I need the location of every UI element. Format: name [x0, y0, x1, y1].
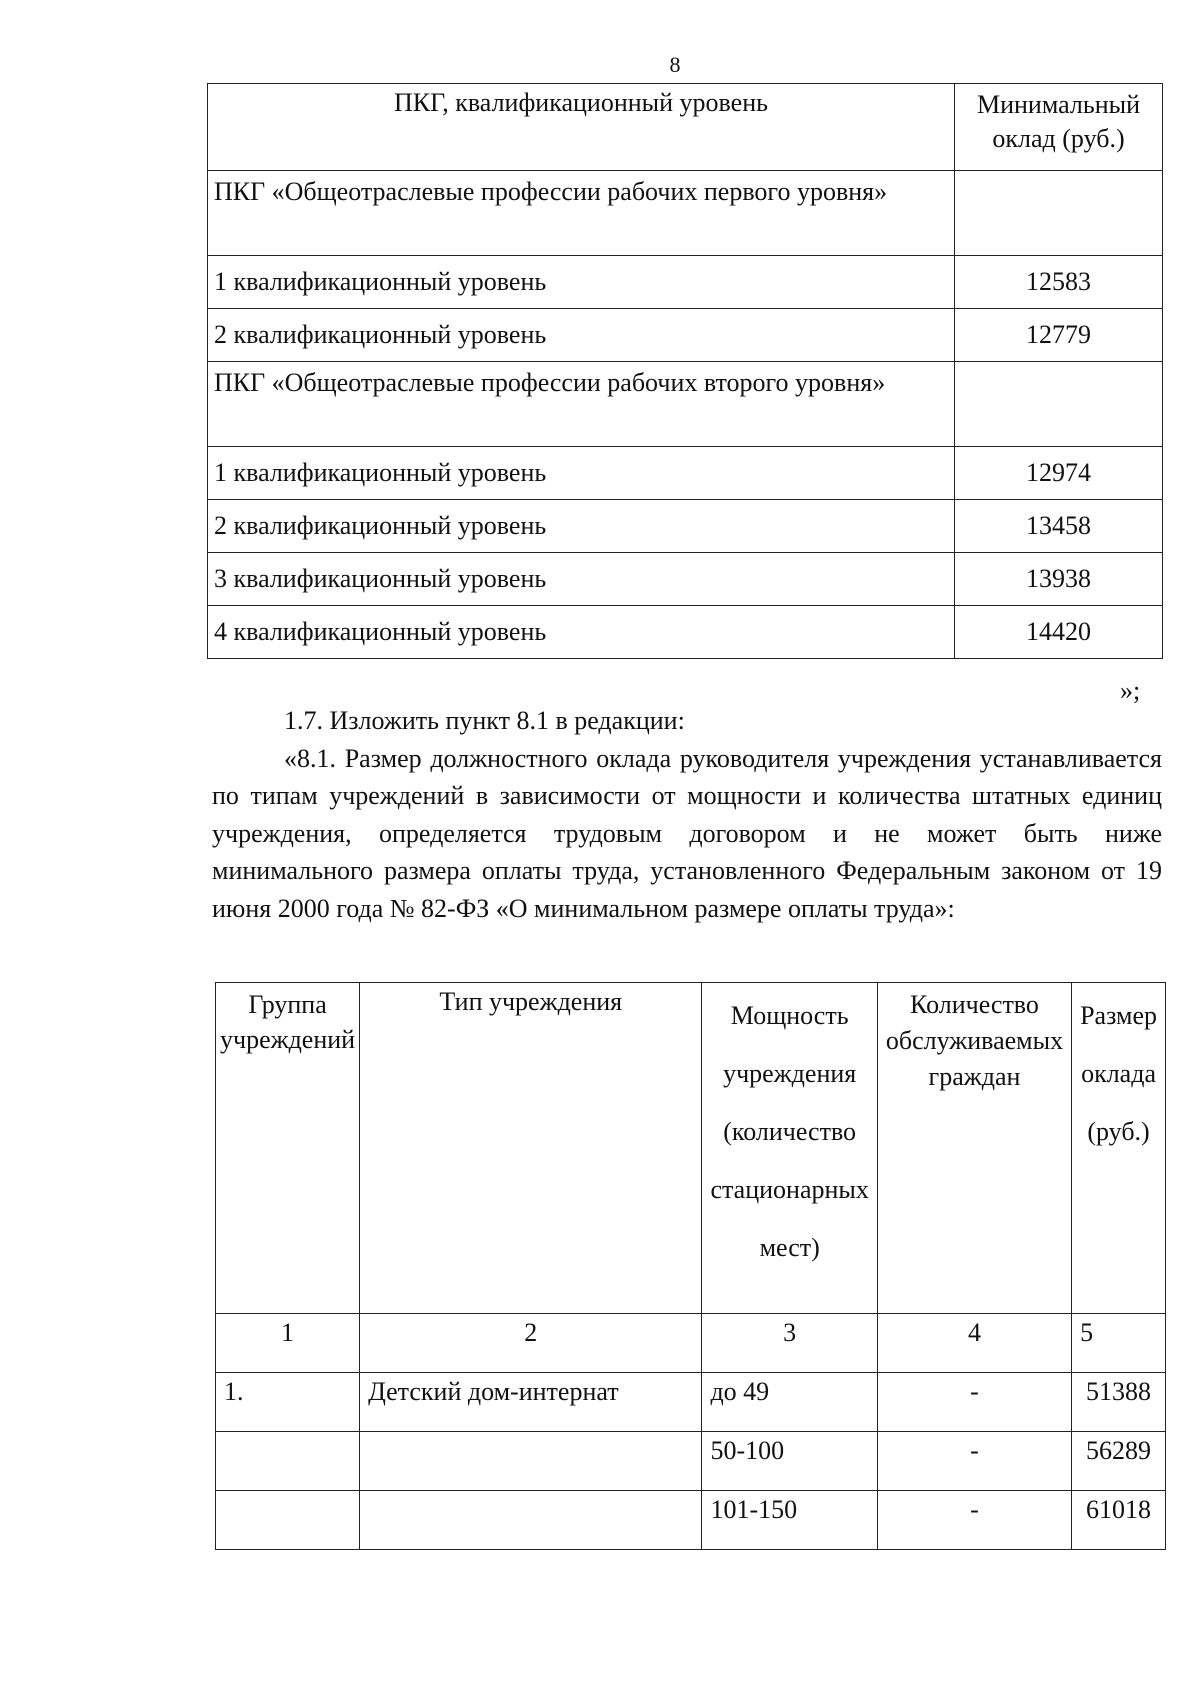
- closing-quote: »;: [1120, 676, 1141, 705]
- level-label: 3 квалификационный уровень: [208, 553, 955, 606]
- table-row: [216, 1373, 1166, 1432]
- salary-value: [955, 362, 1163, 447]
- group-cell: 1.: [216, 1373, 360, 1432]
- header-capacity: Мощность учреждения (количество стационарных мест): [702, 983, 877, 1314]
- table-row: [208, 309, 1163, 362]
- table-row: [216, 1491, 1166, 1550]
- citizens-cell: -: [877, 1491, 1071, 1550]
- type-cell: [360, 1491, 702, 1550]
- qualification-salary-table: [207, 83, 1163, 659]
- header-institution-type: Тип учреждения: [360, 983, 702, 1314]
- table-row: [208, 256, 1163, 309]
- capacity-cell: 50-100: [702, 1432, 877, 1491]
- citizens-cell: -: [877, 1432, 1071, 1491]
- table-row: [208, 362, 1163, 447]
- header-salary: Размер оклада (руб.): [1072, 983, 1166, 1314]
- salary-value: 13458: [955, 500, 1163, 553]
- column-number: 4: [877, 1314, 1071, 1373]
- head-salary-table: [215, 982, 1166, 1550]
- level-label: 4 квалификационный уровень: [208, 606, 955, 659]
- level-label: 1 квалификационный уровень: [208, 447, 955, 500]
- paragraph-8-1: «8.1. Размер должностного оклада руководителя учреждения устанавливается по типам учреждений в зависимости от мощности и количества штатных единиц учреждения, определяется трудовым договором и не может быть ниже минимального размера оплаты труда, установленного Федеральным законом от 19 июня 2000 года № 82-ФЗ «О минимальном размере оплаты труда»:: [212, 743, 1162, 923]
- group-cell: [216, 1432, 360, 1491]
- header-qualification-level: ПКГ, квалификационный уровень: [208, 84, 955, 171]
- page-number: 8: [669, 52, 681, 77]
- table-row: [216, 1432, 1166, 1491]
- header-minimum-salary: Минимальный оклад (руб.): [955, 84, 1163, 171]
- type-cell: Детский дом-интернат: [360, 1373, 702, 1432]
- level-label: 2 квалификационный уровень: [208, 500, 955, 553]
- level-label: 2 квалификационный уровень: [208, 309, 955, 362]
- salary-value: 12583: [955, 256, 1163, 309]
- item-title: 1.7. Изложить пункт 8.1 в редакции:: [284, 706, 685, 735]
- salary-value: [955, 171, 1163, 256]
- column-numbering-row: [216, 1314, 1166, 1373]
- capacity-cell: до 49: [702, 1373, 877, 1432]
- body-text: [212, 702, 1162, 927]
- salary-cell: 51388: [1072, 1373, 1166, 1432]
- table-row: [208, 500, 1163, 553]
- table-row: [208, 447, 1163, 500]
- level-label: 1 квалификационный уровень: [208, 256, 955, 309]
- column-number: 5: [1072, 1314, 1166, 1373]
- table-header-row: [216, 983, 1166, 1314]
- group-cell: [216, 1491, 360, 1550]
- salary-value: 14420: [955, 606, 1163, 659]
- header-citizens: Количество обслуживаемых граждан: [877, 983, 1071, 1314]
- salary-value: 12974: [955, 447, 1163, 500]
- group-label: ПКГ «Общеотраслевые профессии рабочих второго уровня»: [208, 362, 955, 447]
- type-cell: [360, 1432, 702, 1491]
- table-row: [208, 171, 1163, 256]
- salary-cell: 61018: [1072, 1491, 1166, 1550]
- table-row: [208, 553, 1163, 606]
- salary-value: 12779: [955, 309, 1163, 362]
- salary-value: 13938: [955, 553, 1163, 606]
- column-number: 1: [216, 1314, 360, 1373]
- header-group: Группа учреждений: [216, 983, 360, 1314]
- group-label: ПКГ «Общеотраслевые профессии рабочих первого уровня»: [208, 171, 955, 256]
- column-number: 2: [360, 1314, 702, 1373]
- table-row: [208, 606, 1163, 659]
- table-header-row: [208, 84, 1163, 171]
- citizens-cell: -: [877, 1373, 1071, 1432]
- salary-cell: 56289: [1072, 1432, 1166, 1491]
- capacity-cell: 101-150: [702, 1491, 877, 1550]
- column-number: 3: [702, 1314, 877, 1373]
